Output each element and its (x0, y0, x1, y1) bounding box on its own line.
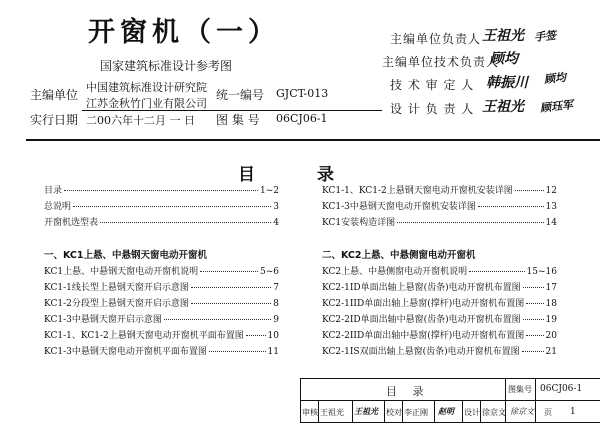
toc-entry[interactable] (44, 199, 279, 212)
toc-entry[interactable] (322, 183, 557, 196)
toc-entry-page: 18 (545, 299, 557, 309)
toc-entry-page: 8 (273, 299, 279, 309)
leader-dots (526, 335, 543, 336)
toc-entry-page: 12 (545, 186, 557, 196)
responsible-sign: 手签 (533, 28, 557, 45)
title-block-border (352, 400, 353, 422)
title-block-name: 目 录 (386, 385, 430, 398)
atlas-value: 06CJ06-1 (276, 112, 328, 125)
title-block-border (402, 400, 403, 422)
leader-dots (209, 351, 266, 352)
atlas-label: 图 集 号 (216, 113, 260, 127)
toc-entry-page: 14 (545, 218, 557, 228)
responsible-name: 王祖光 (482, 99, 524, 115)
toc-entry-page: 4 (273, 218, 279, 228)
toc-entry-title: 目录 (44, 186, 63, 196)
toc-entry[interactable] (322, 215, 557, 228)
responsible-name: 韩振川 (486, 75, 528, 91)
toc-entry-page: 21 (545, 347, 557, 357)
title-block-border (384, 400, 385, 422)
toc-entry[interactable] (44, 296, 279, 309)
leader-dots (64, 190, 258, 191)
leader-dots (515, 190, 544, 191)
responsible-role: 主编单位负责人 (390, 32, 482, 46)
leader-dots (191, 287, 271, 288)
toc-entry[interactable] (322, 280, 557, 293)
toc-entry-title: KC2-2IID单面出轴中悬窗(撑杆)电动开窗机布置图 (322, 331, 525, 341)
toc-entry[interactable] (44, 328, 279, 341)
toc-entry-page: 1~2 (260, 186, 279, 196)
leader-dots (164, 319, 271, 320)
toc-entry[interactable] (322, 199, 557, 212)
toc-entry-title: KC1-3中悬钢天窗电动开窗机安装详图 (322, 202, 476, 212)
leader-dots (73, 206, 271, 207)
leader-dots (523, 287, 544, 288)
leader-dots (522, 351, 544, 352)
toc-entry[interactable] (322, 328, 557, 341)
review-label: 审核 (302, 408, 318, 417)
responsible-sign: 顾均 (543, 70, 567, 87)
toc-entry-title: KC2-1ID单面出轴上悬窗(齿条)电动开窗机布置图 (322, 283, 521, 293)
check-label: 校对 (386, 408, 402, 417)
responsible-sign: 顾珏军 (539, 98, 574, 115)
leader-dots (526, 303, 543, 304)
design-label: 设计 (464, 408, 480, 417)
toc-entry-page: 9 (273, 315, 279, 325)
responsible-name: 王祖光 (482, 28, 524, 44)
toc-entry[interactable] (44, 183, 279, 196)
leader-dots (246, 335, 266, 336)
toc-entry[interactable] (322, 344, 557, 357)
design-name: 徐京文 (482, 408, 506, 417)
responsible-name: 顾均 (490, 51, 518, 67)
date-label: 实行日期 (30, 113, 79, 127)
toc-entry-page: 17 (545, 283, 557, 293)
toc-entry[interactable] (44, 344, 279, 357)
leader-dots (191, 303, 271, 304)
review-sign: 王祖光 (354, 406, 378, 416)
toc-entry[interactable] (44, 280, 279, 293)
title-block-border (300, 378, 600, 379)
toc-entry-title: KC1-1、KC1-2上悬钢天窗电动开窗机安装详图 (322, 186, 513, 196)
header-bottom-rule (26, 139, 600, 141)
toc-heading: 目 录 (238, 165, 362, 185)
toc-entry-title: KC2-1IID单面出轴上悬窗(撑杆)电动开窗机布置图 (322, 299, 525, 309)
title-block (300, 378, 600, 423)
page-value: 1 (570, 407, 576, 417)
editor-unit-label: 主编单位 (30, 88, 79, 102)
responsible-role: 设 计 负 责 人 (390, 102, 475, 116)
toc-entry-page: 13 (545, 202, 557, 212)
section-heading: 二、KC2上悬、中悬侧窗电动开窗机 (322, 250, 476, 261)
title-block-border (535, 378, 536, 423)
review-name: 王祖光 (320, 408, 344, 417)
toc-entry-page: 15~16 (526, 267, 557, 277)
toc-entry-page: 7 (273, 283, 279, 293)
responsible-role: 技 术 审 定 人 (390, 78, 475, 92)
page-label: 页 (544, 408, 552, 417)
toc-entry-page: 20 (545, 331, 557, 341)
title-block-border (318, 400, 319, 422)
toc-entry-title: KC2-2ID单面出轴中悬窗(齿条)电动开窗机布置图 (322, 315, 521, 325)
title-block-atlas-label: 图集号 (508, 385, 532, 394)
title-block-border (434, 400, 435, 422)
toc-entry-title: KC1-2分段型上悬钢天窗开启示意图 (44, 299, 189, 309)
toc-entry-title: KC1上悬、中悬钢天窗电动开窗机说明 (44, 267, 199, 277)
check-name: 李正刚 (404, 408, 428, 417)
toc-entry[interactable] (44, 215, 279, 228)
title-block-border (462, 400, 463, 422)
toc-entry-title: KC2-1IS双面出轴上悬窗(齿条)电动开窗机布置图 (322, 347, 520, 357)
editor-unit-2: 江苏金秋竹门业有限公司 (86, 97, 207, 110)
toc-entry-title: KC1安装构造详图 (322, 218, 396, 228)
toc-entry[interactable] (322, 264, 557, 277)
responsible-role: 主编单位技术负责人 (382, 55, 500, 69)
toc-entry-title: KC1-1线长型上悬钢天窗开启示意图 (44, 283, 189, 293)
editor-unit-1: 中国建筑标准设计研究院 (86, 81, 207, 94)
toc-entry-title: 总说明 (44, 202, 72, 212)
toc-entry-page: 5~6 (260, 267, 279, 277)
leader-dots (100, 222, 271, 223)
toc-entry[interactable] (322, 312, 557, 325)
toc-entry-page: 10 (267, 331, 279, 341)
document-subtitle: 国家建筑标准设计参考图 (100, 59, 233, 73)
code-label: 统一编号 (216, 88, 265, 102)
toc-entry-title: KC1-3中悬钢天窗开启示意图 (44, 315, 162, 325)
toc-entry-title: KC2上悬、中悬侧窗电动开窗机说明 (322, 267, 468, 277)
toc-entry[interactable] (44, 264, 279, 277)
toc-entry[interactable] (44, 312, 279, 325)
title-block-atlas-value: 06CJ06-1 (540, 384, 583, 394)
leader-dots (523, 319, 544, 320)
title-block-border (300, 400, 600, 401)
section-heading: 一、KC1上悬、中悬钢天窗电动开窗机 (44, 250, 208, 261)
toc-entry-page: 3 (273, 202, 279, 212)
toc-entry-page: 19 (545, 315, 557, 325)
toc-entry[interactable] (322, 296, 557, 309)
title-block-border (480, 400, 481, 422)
code-value: GJCT-013 (276, 87, 329, 100)
check-sign: 赵明 (438, 406, 454, 416)
document-title: 开窗机（一） (88, 17, 280, 48)
leader-dots (478, 206, 544, 207)
leader-dots (397, 222, 543, 223)
toc-entry-page: 11 (267, 347, 279, 357)
date-value: 二00六年十二月 一 日 (86, 114, 195, 127)
leader-dots (469, 271, 524, 272)
toc-entry-title: 开窗机选型表 (44, 218, 99, 228)
toc-entry-title: KC1-1、KC1-2上悬钢天窗电动开窗机平面布置图 (44, 331, 244, 341)
design-sign: 徐京文 (510, 407, 534, 416)
toc-entry-title: KC1-3中悬钢天窗电动开窗机平面布置图 (44, 347, 207, 357)
leader-dots (200, 271, 258, 272)
